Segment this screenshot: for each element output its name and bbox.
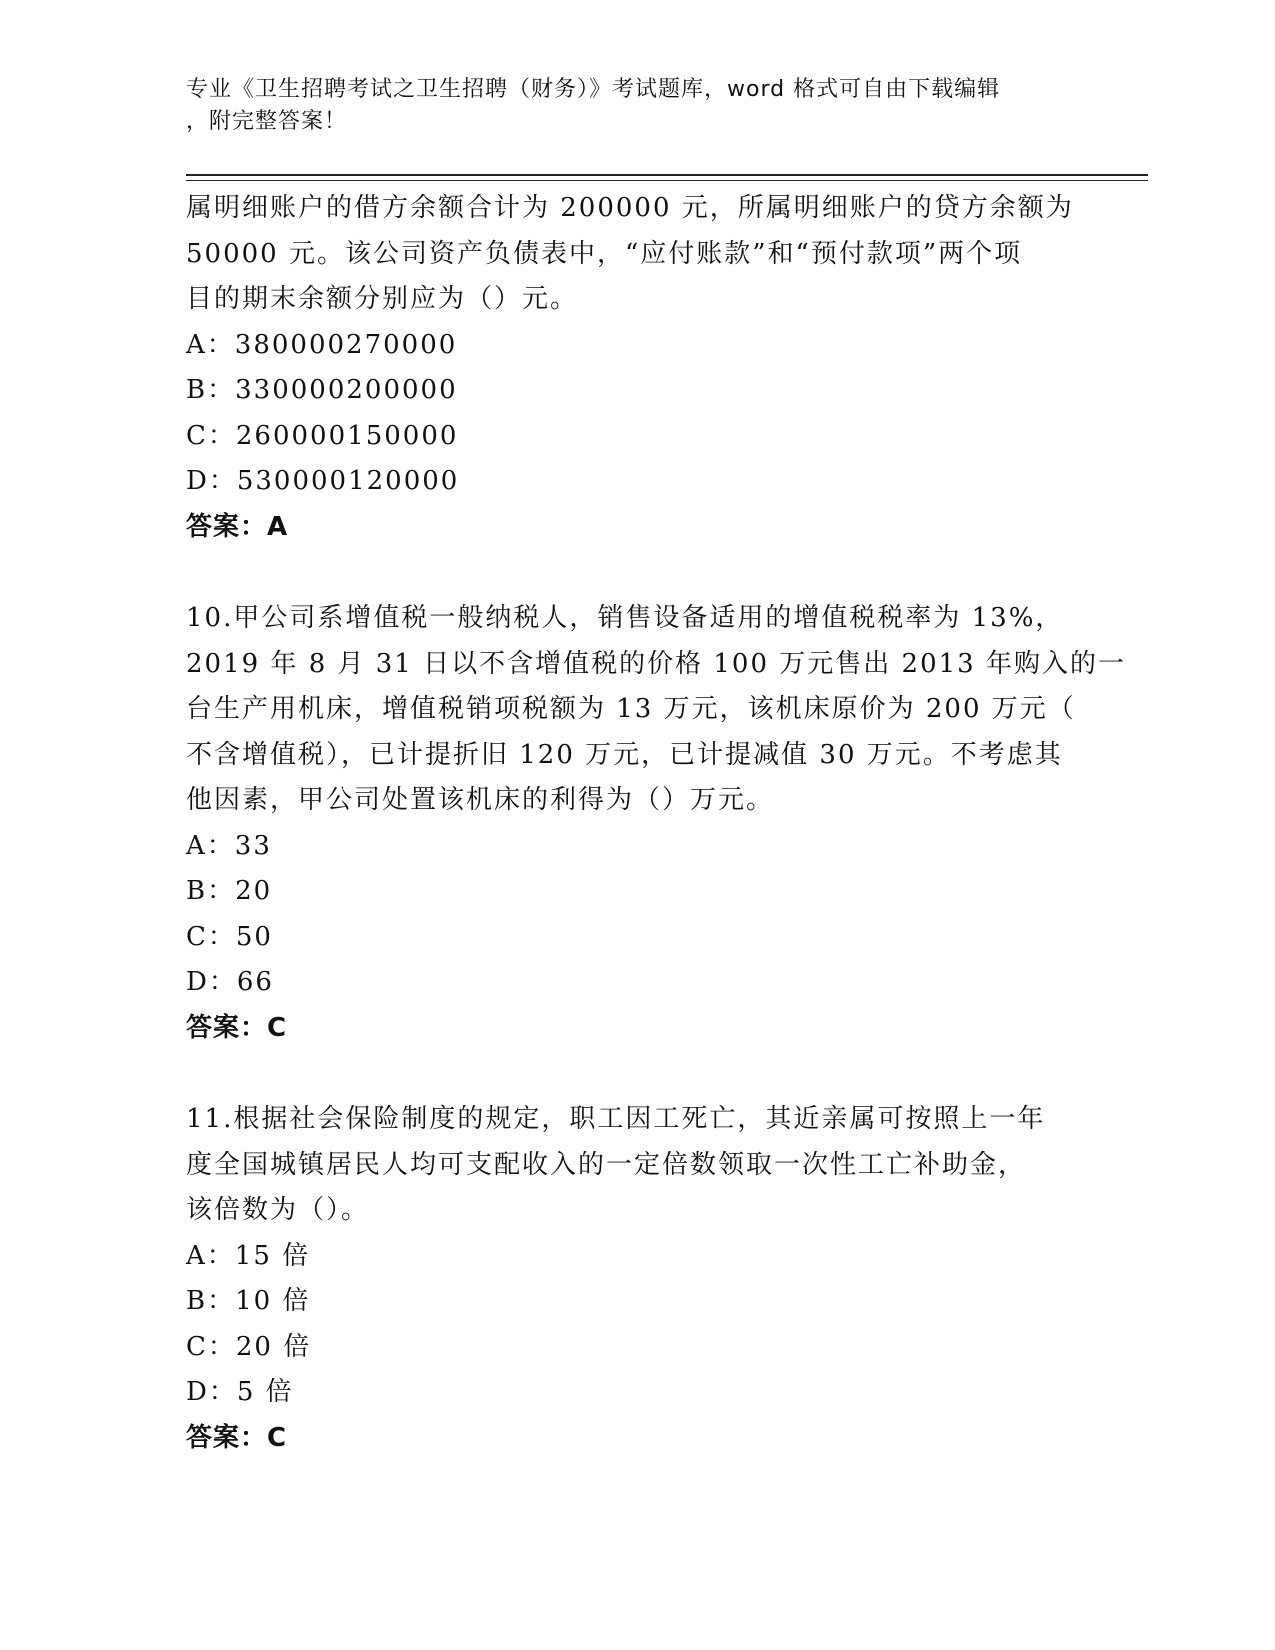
option-d: D：530000120000 bbox=[186, 466, 460, 496]
question-block bbox=[186, 186, 1086, 550]
option-c: C：20 倍 bbox=[186, 1331, 312, 1362]
option-c: C：50 bbox=[186, 921, 273, 952]
answer-label: 答案：A bbox=[186, 511, 289, 542]
option-a: A：33 bbox=[186, 830, 272, 861]
header-rule-thick bbox=[186, 174, 1148, 176]
question-text-line: 11.根据社会保险制度的规定，职工因工死亡，其近亲属可按照上一年 bbox=[186, 1104, 1046, 1134]
option-a: A：15 倍 bbox=[186, 1240, 311, 1271]
question-text-line: 目的期末余额分别应为（）元。 bbox=[186, 284, 579, 314]
option-b: B：330000200000 bbox=[186, 375, 458, 405]
option-c: C：260000150000 bbox=[186, 420, 459, 451]
header-line-1: 专业《卫生招聘考试之卫生招聘（财务）》考试题库，word 格式可自由下载编辑 bbox=[186, 77, 1001, 102]
question-text-line: 50000 元。该公司资产负债表中，“应付账款”和“预付款项”两个项 bbox=[186, 238, 1023, 269]
option-b: B：10 倍 bbox=[186, 1286, 311, 1316]
document-header bbox=[186, 74, 1066, 138]
option-d: D：5 倍 bbox=[186, 1377, 294, 1407]
option-b: B：20 bbox=[186, 876, 273, 906]
question-text-line: 该倍数为（）。 bbox=[186, 1195, 370, 1225]
question-text-line: 不含增值税），已计提折旧 120 万元，已计提减值 30 万元。不考虑其 bbox=[186, 739, 1063, 770]
answer-label: 答案：C bbox=[186, 1422, 288, 1453]
question-block bbox=[186, 1097, 1086, 1461]
question-text-line: 台生产用机床，增值税销项税额为 13 万元，该机床原价为 200 万元（ bbox=[186, 694, 1076, 724]
answer-label: 答案：C bbox=[186, 1012, 288, 1043]
question-spacer bbox=[186, 550, 1086, 596]
question-text-line: 属明细账户的借方余额合计为 200000 元，所属明细账户的贷方余额为 bbox=[186, 193, 1074, 223]
option-a: A：380000270000 bbox=[186, 329, 458, 360]
question-block bbox=[186, 596, 1126, 1051]
question-text-line: 度全国城镇居民人均可支配收入的一定倍数领取一次性工亡补助金， bbox=[186, 1149, 1027, 1180]
question-list bbox=[186, 186, 1126, 1461]
header-line-2: ，附完整答案！ bbox=[186, 109, 348, 134]
header-rule-thin bbox=[186, 180, 1148, 181]
option-d: D：66 bbox=[186, 967, 274, 997]
question-text-line: 2019 年 8 月 31 日以不含增值税的价格 100 万元售出 2013 年购入的一 bbox=[186, 648, 1126, 679]
question-text-line: 10.甲公司系增值税一般纳税人，销售设备适用的增值税税率为 13%， bbox=[186, 603, 1064, 633]
question-spacer bbox=[186, 1051, 1086, 1097]
question-text-line: 他因素，甲公司处置该机床的利得为（）万元。 bbox=[186, 785, 775, 815]
